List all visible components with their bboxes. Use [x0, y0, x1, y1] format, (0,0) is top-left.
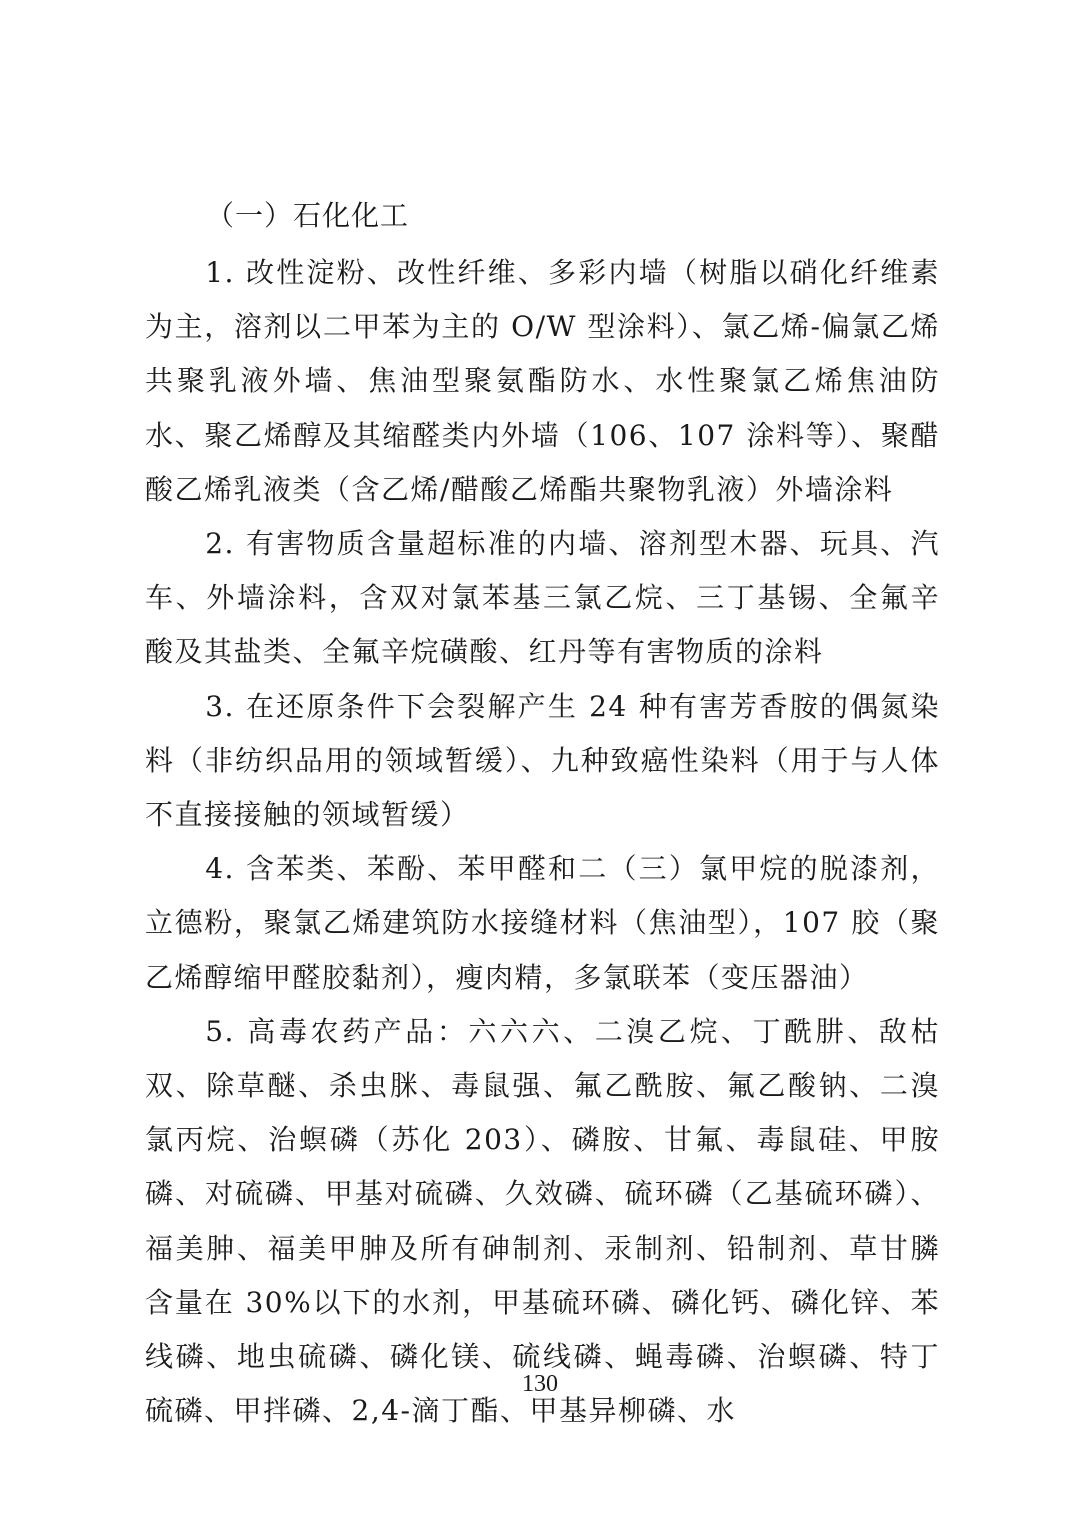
section-heading: （一）石化化工	[206, 199, 410, 232]
body-text	[145, 246, 940, 1438]
paragraph-2: 2. 有害物质含量超标准的内墙、溶剂型木器、玩具、汽车、外墙涂料，含双对氯苯基三氯乙烷、三丁基锡、全氟辛酸及其盐类、全氟辛烷磺酸、红丹等有害物质的涂料	[145, 527, 940, 669]
paragraph-5: 5. 高毒农药产品：六六六、二溴乙烷、丁酰肼、敌枯双、除草醚、杀虫脒、毒鼠强、氟乙酰胺、氟乙酸钠、二溴氯丙烷、治螟磷（苏化 203）、磷胺、甘氟、毒鼠硅、甲胺磷、对硫磷、甲基对硫磷、久效磷、硫环磷（乙基硫环磷）、福美胂、福美甲胂及所有砷制剂、汞制剂、铅制剂、草甘膦含量在 30%以下的水剂，甲基硫环磷、磷化钙、磷化锌、苯线磷、地虫硫磷、磷化镁、硫线磷、蝇毒磷、治螟磷、特丁硫磷、甲拌磷、2,4-滴丁酯、甲基异柳磷、水	[145, 1014, 940, 1428]
page-number: 130	[522, 1371, 558, 1397]
paragraph-1: 1. 改性淀粉、改性纤维、多彩内墙（树脂以硝化纤维素为主，溶剂以二甲苯为主的 O/W 型涂料）、氯乙烯-偏氯乙烯共聚乳液外墙、焦油型聚氨酯防水、水性聚氯乙烯焦油防水、聚乙烯醇及其缩醛类内外墙（106、107 涂料等）、聚醋酸乙烯乳液类（含乙烯/醋酸乙烯酯共聚物乳液）外墙涂料	[145, 256, 940, 506]
paragraph-4: 4. 含苯类、苯酚、苯甲醛和二（三）氯甲烷的脱漆剂，立德粉，聚氯乙烯建筑防水接缝材料（焦油型），107 胶（聚乙烯醇缩甲醛胶黏剂），瘦肉精，多氯联苯（变压器油）	[145, 852, 940, 994]
paragraph-3: 3. 在还原条件下会裂解产生 24 种有害芳香胺的偶氮染料（非纺织品用的领域暂缓）、九种致癌性染料（用于与人体不直接接触的领域暂缓）	[145, 689, 940, 832]
